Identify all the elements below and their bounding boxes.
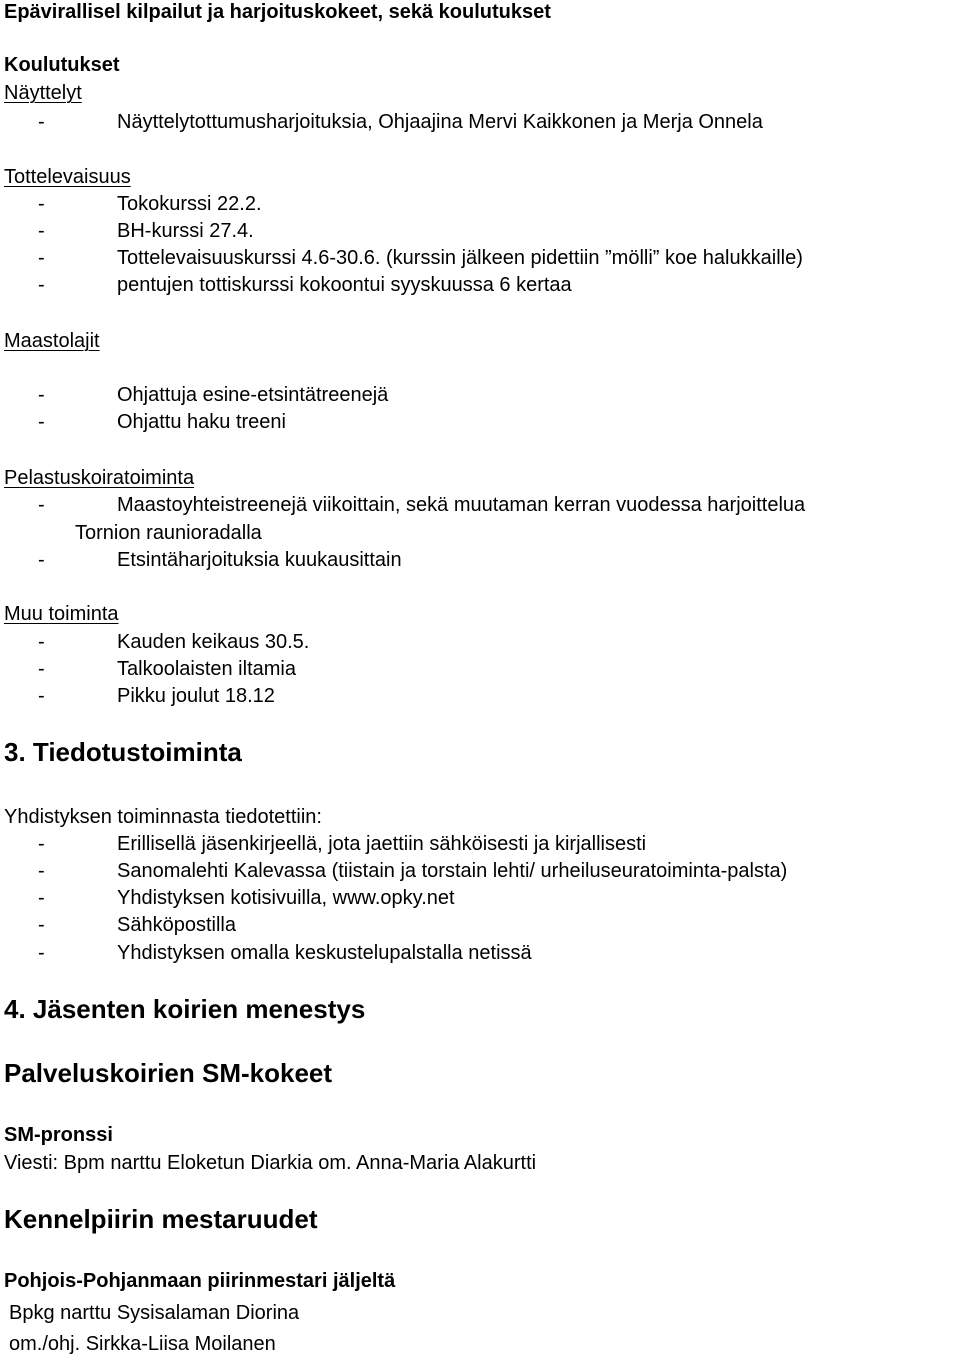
page-title: Epävirallisel kilpailut ja harjoituskokeet, sekä koulutukset (4, 1, 551, 23)
bullet-dash: - (38, 247, 45, 269)
bullet-dash: - (38, 193, 45, 215)
subheading-pelastuskoiratoiminta: Pelastuskoiratoiminta (4, 467, 195, 489)
bullet-dash: - (38, 384, 45, 406)
award-heading-piirinmestari: Pohjois-Pohjanmaan piirinmestari jäljeltä (4, 1270, 396, 1292)
intro-text: Yhdistyksen toiminnasta tiedotettiin: (4, 806, 322, 828)
list-item: Tokokurssi 22.2. (117, 193, 262, 215)
bullet-dash: - (38, 685, 45, 707)
section-heading-menestys: 4. Jäsenten koirien menestys (4, 994, 366, 1024)
list-item: Ohjattuja esine-etsintätreenejä (117, 384, 389, 406)
list-item: Ohjattu haku treeni (117, 411, 286, 433)
result-line: Viesti: Bpm narttu Eloketun Diarkia om. Anna-Maria Alakurtti (4, 1152, 537, 1174)
bullet-dash: - (38, 549, 45, 571)
list-item: Näyttelytottumusharjoituksia, Ohjaajina Mervi Kaikkonen ja Merja Onnela (117, 111, 763, 133)
list-item: Talkoolaisten iltamia (117, 658, 296, 680)
bullet-dash: - (38, 631, 45, 653)
list-item: Yhdistyksen kotisivuilla, www.opky.net (117, 887, 455, 909)
bullet-dash: - (38, 274, 45, 296)
bullet-dash: - (38, 860, 45, 882)
list-item: Sanomalehti Kalevassa (tiistain ja torstain lehti/ urheiluseuratoiminta-palsta) (117, 860, 788, 882)
bullet-dash: - (38, 494, 45, 516)
bullet-dash: - (38, 833, 45, 855)
list-item: Pikku joulut 18.12 (117, 685, 275, 707)
result-line: Bpkg narttu Sysisalaman Diorina (9, 1302, 300, 1324)
bullet-dash: - (38, 658, 45, 680)
result-line: om./ohj. Sirkka-Liisa Moilanen (9, 1333, 276, 1355)
list-item: Yhdistyksen omalla keskustelupalstalla netissä (117, 942, 532, 964)
bullet-dash: - (38, 942, 45, 964)
bullet-dash: - (38, 887, 45, 909)
list-item: Maastoyhteistreenejä viikoittain, sekä muutaman kerran vuodessa harjoittelua (117, 494, 806, 516)
bullet-dash: - (38, 411, 45, 433)
subheading-maastolajit: Maastolajit (4, 330, 100, 352)
subsection-heading-sm-kokeet: Palveluskoirien SM-kokeet (4, 1058, 333, 1088)
bullet-dash: - (38, 914, 45, 936)
list-item-continuation: Tornion raunioradalla (75, 522, 262, 544)
bullet-dash: - (38, 111, 45, 133)
award-heading-sm-pronssi: SM-pronssi (4, 1124, 113, 1146)
subheading-tottelevaisuus: Tottelevaisuus (4, 166, 131, 188)
list-item: pentujen tottiskurssi kokoontui syyskuussa 6 kertaa (117, 274, 572, 296)
list-item: Erillisellä jäsenkirjeellä, jota jaettiin sähköisesti ja kirjallisesti (117, 833, 647, 855)
bullet-dash: - (38, 220, 45, 242)
list-item: Sähköpostilla (117, 914, 236, 936)
list-item: Etsintäharjoituksia kuukausittain (117, 549, 402, 571)
subheading-muu-toiminta: Muu toiminta (4, 603, 119, 625)
list-item: Tottelevaisuuskurssi 4.6-30.6. (kurssin jälkeen pidettiin ”mölli” koe halukkaille) (117, 247, 803, 269)
section-heading-tiedotustoiminta: 3. Tiedotustoiminta (4, 737, 242, 767)
section-heading-koulutukset: Koulutukset (4, 54, 120, 76)
list-item: BH-kurssi 27.4. (117, 220, 254, 242)
subheading-nayttelyt: Näyttelyt (4, 82, 82, 104)
list-item: Kauden keikaus 30.5. (117, 631, 310, 653)
subsection-heading-kennelpiiri: Kennelpiirin mestaruudet (4, 1204, 318, 1234)
